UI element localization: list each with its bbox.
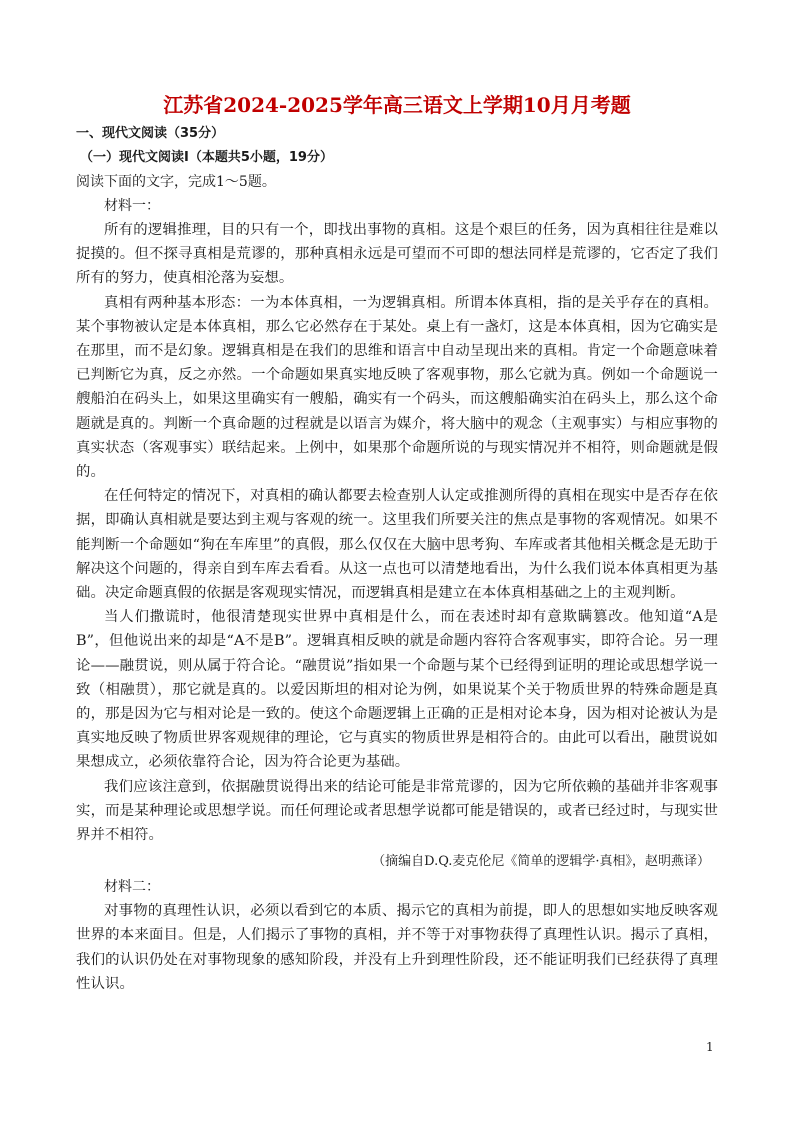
document-title: 江苏省2024-2025学年高三语文上学期10月月考题 bbox=[163, 93, 631, 117]
subsection-heading: （一）现代文阅读Ⅰ（本题共5小题，19分） bbox=[80, 150, 333, 165]
section-heading: 一、现代文阅读（35分） bbox=[76, 126, 225, 141]
material2-paragraph: 对事物的真理性认识，必须以看到它的本质、揭示它的真相为前提，即人的思想如实地反映客观世界的本来面目。但是，人们揭示了事物的真相，并不等于对事物获得了真理性认识。揭示了真相，我们的认识仍处在对事物现象的感知阶段，并没有上升到理性阶段，还不能证明我们已经获得了真理性认识。 bbox=[76, 903, 718, 992]
instruction-text: 阅读下面的文字，完成1～5题。 bbox=[76, 174, 276, 190]
page-number: 1 bbox=[706, 1040, 714, 1054]
material1-paragraph: 我们应该注意到，依据融贯说得出来的结论可能是非常荒谬的，因为它所依赖的基础并非客观事实，而是某种理论或思想学说。而任何理论或者思想学说都可能是错误的，或者已经过时，与现实世界并不相符。 bbox=[76, 778, 718, 844]
material1-paragraph: 真相有两种基本形态：一为本体真相，一为逻辑真相。所谓本体真相，指的是关乎存在的真相。某个事物被认定是本体真相，那么它必然存在于某处。桌上有一盏灯，这是本体真相，因为它确实是在那里，而不是幻象。逻辑真相是在我们的思维和语言中自动呈现出来的真相。肯定一个命题意味着已判断它为真，反之亦然。一个命题如果真实地反映了客观事物，那么它就为真。例如一个命题说一艘船泊在码头上，如果这里确实有一艘船，确实有一个码头，而这艘船确实泊在码头上，那么这个命题就是真的。判断一个真命题的过程就是以语言为媒介，将大脑中的观念（主观事实）与相应事物的真实状态（客观事实）联结起来。上例中，如果那个命题所说的与现实情况并不相符，则命题就是假的。 bbox=[76, 294, 718, 481]
material2-label: 材料二： bbox=[104, 879, 160, 896]
material1-paragraph: 当人们撒谎时，他很清楚现实世界中真相是什么，而在表述时却有意欺瞒篡改。他知道“A是B”，但他说出来的却是“A不是B”。逻辑真相反映的就是命题内容符合客观事实，即符合论。另一理论——融贯说，则从属于符合论。“融贯说”指如果一个命题与某个已经得到证明的理论或思想学说一致（相融贯），那它就是真的。以爱因斯坦的相对论为例，如果说某个关于物质世界的特殊命题是真的，那是因为它与相对论是一致的。使这个命题逻辑上正确的正是相对论本身，因为相对论被认为是真实地反映了物质世界客观规律的理论，它与真实的物质世界是相符合的。由此可以看出，融贯说如果想成立，必须依靠符合论，因为符合论更为基础。 bbox=[76, 609, 718, 771]
material1-label: 材料一： bbox=[104, 198, 160, 214]
material1-paragraph: 所有的逻辑推理，目的只有一个，即找出事物的真相。这是个艰巨的任务，因为真相往往是难以捉摸的。但不探寻真相是荒谬的，那种真相永远是可望而不可即的想法同样是荒谬的，它否定了我们所有的努力，使真相沦落为妄想。 bbox=[76, 222, 718, 287]
material1-paragraph: 在任何特定的情况下，对真相的确认都要去检查别人认定或推测所得的真相在现实中是否存在依据，即确认真相就是要达到主观与客观的统一。这里我们所要关注的焦点是事物的客观情况。如果不能判断一个命题如“狗在车库里”的真假，那么仅仅在大脑中思考狗、车库或者其他相关概念是无助于解决这个问题的，得亲自到车库去看看。从这一点也可以清楚地看出，为什么我们说本体真相更为基础。决定命题真假的依据是客观现实情况，而逻辑真相是建立在本体真相基础之上的主观判断。 bbox=[76, 488, 718, 602]
document-page bbox=[76, 92, 718, 996]
material1-source: （摘编自D.Q.麦克伦尼《简单的逻辑学·真相》，赵明燕译） bbox=[372, 854, 710, 870]
